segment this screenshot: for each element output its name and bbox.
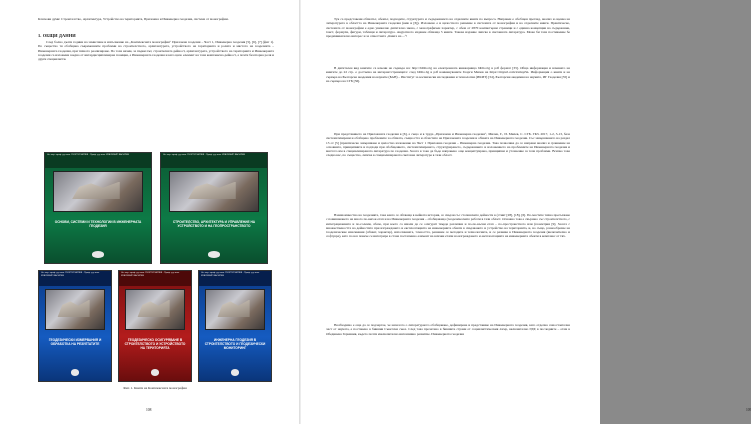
- right-paragraph-4: Взаимоизвестно на геодезията, така както се обхваща в нейната история, се свързи със стопанските дейности в (стият [28], [18], [6]. По-мастите тяхна пресъхване с повишаването на много по-висок етап и на Инженерната геодезия – обобщаваща (геодезическите работи в тази област. Основно това е свързано със строителството, с интеграционните и по-големи, обаче, при което са имали да се осигурят твърде различни и по-по-късни етап – по-пространството или (геометрия [9]. Засега с множествеността на дейностите при изграждането и експлоатацията на инженерните обекти в свързването и устройство на територията, и, но също, разнообразие на теодезические изисквания (обхват, характер), използваната, точността, решение се методите и технологиите, и се развива в Инженерната геодезия (включително и софтуера), като по все повече се интегрира в стана постепенно елемент на всички етапи на изграждането и експлоатацията на инженерните обекти в комплекс от тях.: [326, 213, 570, 239]
- right-paragraph-1: Тук са представени обхватът, обемът, подходите, структурата и съдържанието на отделните книги по въпроса. Направен е обобщен преглед, анализ и оценка на литературата в областта на Инженерната геодезия (виж и [6]). Изложено е и цялостното решение в системата от монографии и на отделните книги. Практическо, системата от монографии е едно уникално дигитално звено, с монографичен характер, с обем от 2870 компютърни страници и с единна концепция на съдържание, текст, формули, фигури, таблици и литература. Акуратното издание обхваща 5 книги. Такова издание липсва в световната литература. Може би тази постижение бе предизвикателно интерес и за отместната „Книга на ...“!: [326, 17, 570, 39]
- cover-5-image: [205, 289, 266, 331]
- left-page: [0, 0, 300, 424]
- cover-2-image: [169, 171, 258, 213]
- book-cover-3: [38, 270, 112, 382]
- cover-3-header: Чл.-кор. проф. д-р инж. ГЕОРГИ МИЛЕВ · Проф. д-р инж. КРАСИМИР ВАСИЛЕВ: [41, 272, 100, 277]
- figure-caption: Фиг. 1. Книги на Комплексната монография: [123, 386, 187, 390]
- cover-4-title: ГЕОДЕЗИЧЕСКО ОСИГУРЯВАНЕ В СТРОИТЕЛСТВОТО И УСТРОЙСТВОТО НА ТЕРИТОРИЯТА: [124, 338, 186, 350]
- book-cover-4: [118, 270, 192, 382]
- right-paragraph-2: В дигитален вид книгите са качени на сървъра на: http://biblio.bg на електронната книжарница biblio.bg в pdf формат [33]. Обща информация и начинато на книгите до 22 стр. е достъпна на интернетстраницата: след biblio.bg в pdf наименуваните Георги Милев на https://tinyurl.com/xxmqz5n. Информация о книги и на сървъра на Българска академия на науките (БАН) – Институт за космически изследвания и технологии (ИКИТ) [34], Български академия на науките, ИГ Геодезия [35] и на сървъра на СГБ [36].: [326, 66, 570, 83]
- right-paragraph-3: При представянето на Приложната геодезия в [6], а също и в труда „Приложна и Инженерна геодезия“, Милев, Г., И. Милев, С. СГБ. ГКЗ. 2017, 1-2, 3-13, беза систематизирани и обобщено проблемите за обхвата, същността и областите на Приложната геодезия и обхвата на Инженерната геодезия. Със завършването на раздел 13 от [5] (практическо завършване и цялостно изложение на Част 1 Приложна геодезия – Инженерна геодезия. Това позволява да се направи анализ и сравнение на основните, принципните и подходи при обобщението, систематизирането, структурирането, съдържанието и изложението на проблемите на Инженерната геодезия и мястото им в специализираната литература по геодезия. Засега в тока да бъде направено още концептуирана, принципни и уточнение за тези проблеми. Всичко това следва вас, по същество, липсва в специализираната световна литература в тази област.: [326, 132, 570, 158]
- cover-1-image: [53, 171, 142, 213]
- cover-2-logo: [208, 251, 221, 258]
- cover-5-header: Чл.-кор. проф. д-р инж. ГЕОРГИ МИЛЕВ · Проф. д-р инж. КРАСИМИР ВАСИЛЕВ: [201, 272, 260, 277]
- left-paragraph-1: След болно дълги години на замисляне и изпълнение на „Комплексната монография“ Приложна геодезия – Част 1, Инженерна геодезия [5], [6], [7] (фиг 1). По същество тя обобщава съвременните проблеми на строителството, архитектурата, устройството на територията и ролята и мястото на геодезията – Инженерната геодезия, при тяхното реализиране. По този начин, за първи път, строителната дейност, архитектурата, устройството на територията и Инженерната геодезия са изложени заедно от интердисциплинарна позиция, а Инженерната геодезия и като цяло елемент на тази комплексна дейност, а почти безспорна роля и други специалисти.: [38, 40, 274, 62]
- page-number-right: 109: [746, 408, 751, 412]
- cover-5-logo: [231, 369, 240, 376]
- book-cover-5: [198, 270, 272, 382]
- book-cover-1: [44, 152, 152, 264]
- right-paragraph-5: Необходимо е още да се подчертае, че началото о литературното обобщаване, дефиниране и представяне на Инженерната геодезия, като отделна самостоятелна част от науката, е поставено в бившия Съветски съюз. След това прочетено в бившите страни от социалистическия лагер, включително ГДР, в последните – отам в Обединена Германия, където почти изключително интензивно развитие. Инженерната геодезия: [326, 323, 570, 336]
- cover-5-title: ИНЖЕНЕРНА ГЕОДЕЗИЯ В СТРОИТЕЛСТВОТО И ГЕОДЕЗИЧЕСКИ МОНИТОРИНГ: [204, 338, 266, 350]
- cover-2-header: Чл.-кор. проф. д-р инж. ГЕОРГИ МИЛЕВ · Проф. д-р инж. КРАСИМИР ВАСИЛЕВ: [163, 154, 246, 156]
- cover-4-header: Чл.-кор. проф. д-р инж. ГЕОРГИ МИЛЕВ · Проф. д-р инж. КРАСИМИР ВАСИЛЕВ: [121, 272, 180, 277]
- cover-3-title: ГЕОДЕЗИЧЕСКИ ИЗМЕРВАНИЯ И ОБРАБОТКА НА РЕЗУЛТАТИТЕ: [48, 338, 102, 346]
- section-heading: 1. ОБЩИ ДАННИ: [38, 33, 76, 38]
- cover-1-header: Чл.-кор. проф. д-р инж. ГЕОРГИ МИЛЕВ · Проф. д-р инж. КРАСИМИР ВАСИЛЕВ: [47, 154, 130, 156]
- cover-2-title: СТРОИТЕЛСТВО, АРХИТЕКТУРА И УПРАВЛЕНИЕ НА УСТРОЙСТВОТО И НА ГЕОПРОСТРАНСТВОТО: [172, 220, 256, 228]
- cover-3-logo: [71, 369, 80, 376]
- cover-1-title: ОСНОВИ, СИСТЕМИ И ТЕХНОЛОГИИ В ИНЖЕНЕРНАТА ГЕОДЕЗИЯ: [54, 220, 142, 228]
- cover-1-logo: [92, 251, 105, 258]
- book-cover-2: [160, 152, 268, 264]
- page-number-left: 108: [146, 408, 152, 412]
- right-page: [300, 0, 751, 424]
- figure-1: [38, 152, 272, 390]
- cover-4-logo: [151, 369, 160, 376]
- cover-4-image: [125, 289, 186, 331]
- cover-3-image: [45, 289, 106, 331]
- keywords-line: Ключови думи: Строителство, Архитектура, Устройство на територията, Приложна и Инженерна геодезия, система от монографии.: [38, 17, 229, 21]
